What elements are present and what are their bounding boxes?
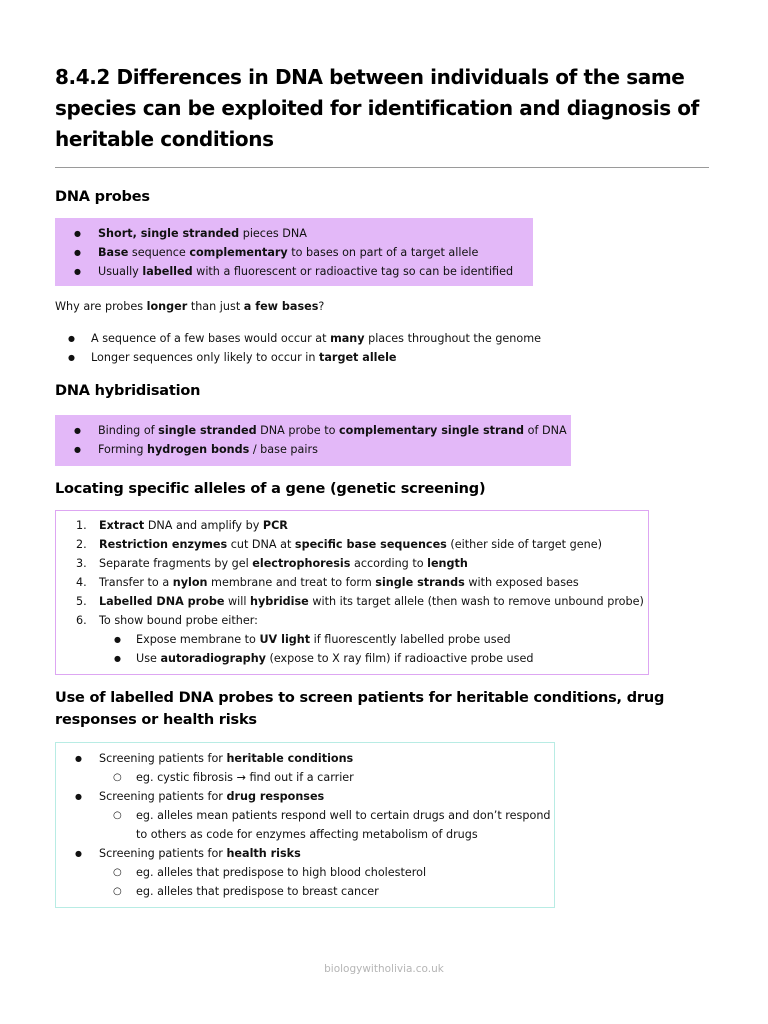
emphasis-text: complementary single strand <box>339 424 525 437</box>
screening-group <box>56 844 554 863</box>
list-item: ● Short, single stranded pieces DNA <box>55 224 533 243</box>
locating-steps-list <box>56 516 648 630</box>
locating-steps-box <box>55 510 649 675</box>
emphasis-text: many <box>330 332 365 345</box>
list-item: ● Screening patients for health risks <box>56 844 554 863</box>
list-item: ● Forming hydrogen bonds / base pairs <box>55 440 571 459</box>
step-number: 4. <box>76 576 87 589</box>
probes-list <box>55 224 533 281</box>
emphasis-text: drug responses <box>226 790 325 803</box>
screening-example-list <box>56 863 554 901</box>
step-item: 2. Restriction enzymes cut DNA at specific base sequences (either side of target gene) <box>56 535 648 554</box>
list-item: ● Screening patients for drug responses <box>56 787 554 806</box>
emphasis-text: target allele <box>319 351 397 364</box>
emphasis-text: nylon <box>172 576 208 589</box>
emphasis-text: electrophoresis <box>252 557 351 570</box>
screening-group <box>56 749 554 768</box>
step-item: 5. Labelled DNA probe will hybridise with its target allele (then wash to remove unbound probe) <box>56 592 648 611</box>
emphasis-text: autoradiography <box>160 652 266 665</box>
locating-substeps-list <box>56 630 648 668</box>
step-item: 6. To show bound probe either: <box>56 611 648 630</box>
screening-example-list <box>56 806 554 844</box>
example-item: ○ eg. alleles that predispose to breast cancer <box>56 882 554 901</box>
emphasis-text: Short, single stranded <box>98 227 240 240</box>
screening-list <box>56 749 554 901</box>
document-page <box>55 62 710 908</box>
step-item: 1. Extract DNA and amplify by PCR <box>56 516 648 535</box>
screening-heading: Use of labelled DNA probes to screen patients for heritable conditions, drug responses or health risks <box>55 690 665 728</box>
step-number: 1. <box>76 519 87 532</box>
emphasis-text: hydrogen bonds <box>147 443 250 456</box>
locating-heading: Locating specific alleles of a gene (genetic screening) <box>55 481 486 497</box>
list-item: ● Binding of single stranded DNA probe to complementary single strand of DNA <box>55 421 571 440</box>
list-item: ● A sequence of a few bases would occur at many places throughout the genome <box>55 329 710 348</box>
step-number: 3. <box>76 557 87 570</box>
probes-heading: DNA probes <box>55 189 150 205</box>
emphasis-text: longer <box>146 300 188 313</box>
emphasis-text: Labelled DNA probe <box>99 595 225 608</box>
step-item: 4. Transfer to a nylon membrane and treat to form single strands with exposed bases <box>56 573 648 592</box>
emphasis-text: health risks <box>226 847 301 860</box>
step-item: 3. Separate fragments by gel electrophoresis according to length <box>56 554 648 573</box>
emphasis-text: single stranded <box>158 424 257 437</box>
step-number: 2. <box>76 538 87 551</box>
hybridisation-heading: DNA hybridisation <box>55 383 201 399</box>
emphasis-text: single strands <box>375 576 465 589</box>
emphasis-text: specific base sequences <box>294 538 447 551</box>
emphasis-text: complementary <box>189 246 288 259</box>
probes-question: Why are probes longer than just a few bases? <box>55 300 325 313</box>
list-item: ● Base sequence complementary to bases on part of a target allele <box>55 243 533 262</box>
screening-box <box>55 742 555 908</box>
probes-definition-box <box>55 218 533 286</box>
emphasis-text: hybridise <box>250 595 309 608</box>
screening-group <box>56 787 554 806</box>
probes-answers-list <box>55 329 710 367</box>
emphasis-text: length <box>427 557 468 570</box>
footer-site: biologywitholivia.co.uk <box>324 963 444 975</box>
emphasis-text: Extract <box>99 519 145 532</box>
screening-example-list <box>56 768 554 787</box>
substep-item: ● Expose membrane to UV light if fluorescently labelled probe used <box>56 630 648 649</box>
emphasis-text: heritable conditions <box>226 752 354 765</box>
list-item: ● Longer sequences only likely to occur in target allele <box>55 348 710 367</box>
emphasis-text: Base <box>98 246 129 259</box>
emphasis-text: a few bases <box>243 300 319 313</box>
list-item: ● Usually labelled with a fluorescent or radioactive tag so can be identified <box>55 262 533 281</box>
step-number: 6. <box>76 614 87 627</box>
example-item: ○ eg. alleles that predispose to high blood cholesterol <box>56 863 554 882</box>
emphasis-text: labelled <box>142 265 193 278</box>
step-number: 5. <box>76 595 87 608</box>
list-item: ● Screening patients for heritable conditions <box>56 749 554 768</box>
hybridisation-box <box>55 415 571 466</box>
example-item: ○ eg. alleles mean patients respond well to certain drugs and don’t respond to others as code for enzymes affecting metabolism of drugs <box>56 806 554 844</box>
emphasis-text: Restriction enzymes <box>99 538 228 551</box>
page-title: 8.4.2 Differences in DNA between individuals of the same species can be exploited for identification and diagnosis of heritable conditions <box>55 65 699 151</box>
emphasis-text: PCR <box>262 519 288 532</box>
substep-item: ● Use autoradiography (expose to X ray film) if radioactive probe used <box>56 649 648 668</box>
title-divider <box>55 167 709 168</box>
emphasis-text: UV light <box>259 633 311 646</box>
example-item: ○ eg. cystic fibrosis → find out if a carrier <box>56 768 554 787</box>
hybridisation-list <box>55 421 571 459</box>
